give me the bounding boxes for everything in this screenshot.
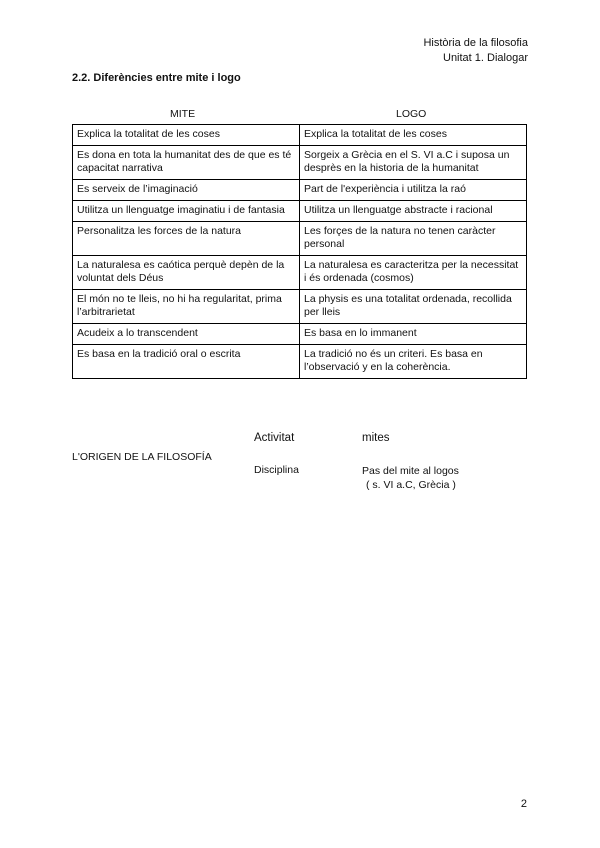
column-header-logo: LOGO bbox=[396, 108, 427, 120]
logo-cell: La tradició no és un criteri. Es basa en l’observació y en la coherència. bbox=[300, 345, 527, 379]
mite-cell: Utilitza un llenguatge imaginatiu i de fantasia bbox=[73, 201, 300, 222]
section-title: 2.2. Diferències entre mite i logo bbox=[72, 72, 241, 84]
mite-cell: Personalitza les forces de la natura bbox=[73, 222, 300, 256]
comparison-table bbox=[72, 124, 527, 379]
page-number: 2 bbox=[520, 798, 527, 810]
mite-cell: Es dona en tota la humanitat des de que es té capacitat narrativa bbox=[73, 146, 300, 180]
header-unit: Unitat 1. Dialogar bbox=[443, 52, 528, 64]
column-header-mite: MITE bbox=[170, 108, 196, 120]
activity-label: Activitat bbox=[254, 432, 295, 444]
mite-cell: Es serveix de l’imaginació bbox=[73, 180, 300, 201]
logo-cell: Explica la totalitat de les coses bbox=[300, 125, 527, 146]
discipline-value-line1: Pas del mite al logos bbox=[362, 465, 459, 477]
discipline-value bbox=[362, 464, 459, 492]
table-row bbox=[73, 290, 527, 324]
mite-cell: Es basa en la tradició oral o escrita bbox=[73, 345, 300, 379]
logo-cell: Les forçes de la natura no tenen caràcter personal bbox=[300, 222, 527, 256]
mite-cell: La naturalesa es caótica perquè depèn de la voluntat dels Déus bbox=[73, 256, 300, 290]
activity-value: mites bbox=[362, 432, 390, 444]
table-row bbox=[73, 146, 527, 180]
mite-cell: Explica la totalitat de les coses bbox=[73, 125, 300, 146]
table-row bbox=[73, 201, 527, 222]
table-row bbox=[73, 125, 527, 146]
mite-cell: Acudeix a lo transcendent bbox=[73, 324, 300, 345]
logo-cell: La physis es una totalitat ordenada, recollida per lleis bbox=[300, 290, 527, 324]
discipline-label: Disciplina bbox=[254, 464, 299, 476]
table-row bbox=[73, 180, 527, 201]
header-subject: Història de la filosofia bbox=[423, 37, 528, 49]
logo-cell: Part de l'experiència i utilitza la raó bbox=[300, 180, 527, 201]
table-row bbox=[73, 256, 527, 290]
logo-cell: La naturalesa es caracteritza per la necessitat i és ordenada (cosmos) bbox=[300, 256, 527, 290]
origin-title: L'ORIGEN DE LA FILOSOFÍA bbox=[72, 451, 212, 463]
logo-cell: Sorgeix a Grècia en el S. VI a.C i suposa un desprès en la historia de la humanitat bbox=[300, 146, 527, 180]
page-header bbox=[423, 36, 528, 66]
logo-cell: Es basa en lo immanent bbox=[300, 324, 527, 345]
table-row bbox=[73, 222, 527, 256]
table-row bbox=[73, 324, 527, 345]
mite-cell: El món no te lleis, no hi ha regularitat, prima l’arbitrarietat bbox=[73, 290, 300, 324]
discipline-value-line2: ( s. VI a.C, Grècia ) bbox=[366, 479, 456, 491]
logo-cell: Utilitza un llenguatge abstracte i racional bbox=[300, 201, 527, 222]
table-row bbox=[73, 345, 527, 379]
